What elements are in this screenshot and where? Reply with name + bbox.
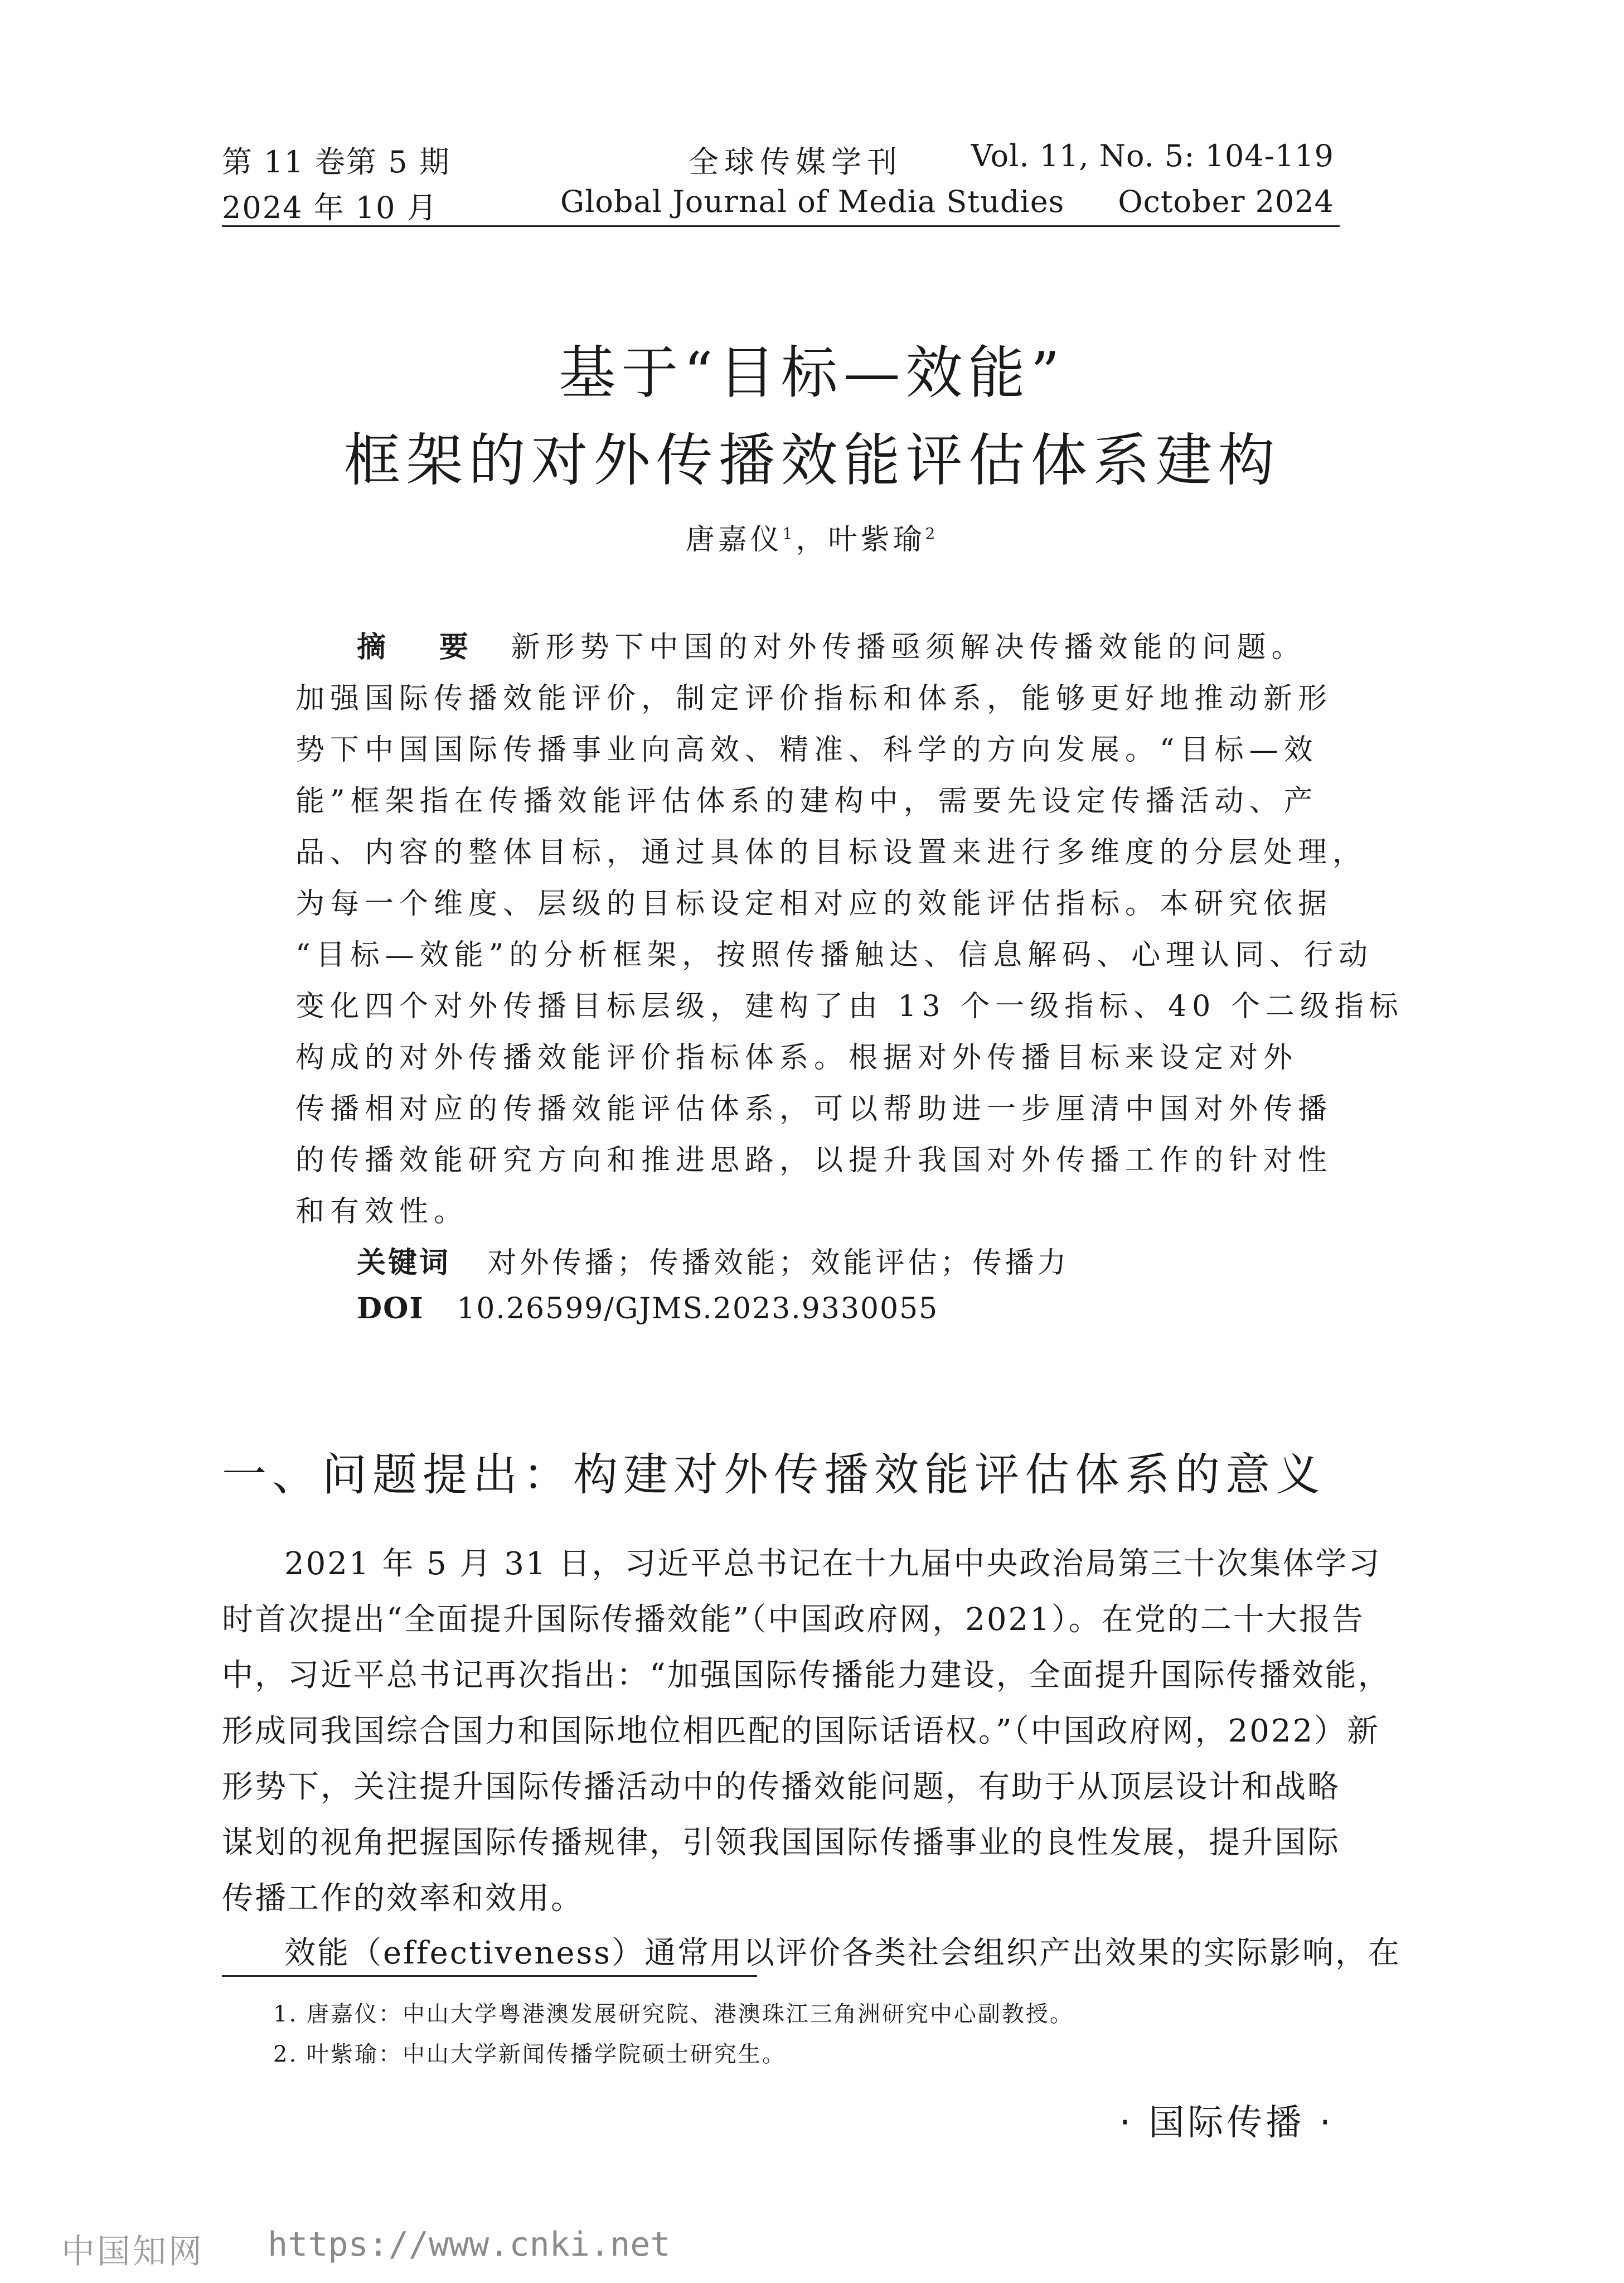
doi (357, 1292, 938, 1326)
author-name: 叶紫瑜 (828, 523, 925, 557)
body-text: 效能（effectiveness）通常用以评价各类社会组织产出效果的实际影响，在 (284, 1935, 1401, 1971)
abstract-text: 品、内容的整体目标，通过具体的目标设置来进行多维度的分层处理， (295, 836, 1368, 869)
abstract-text: 构成的对外传播效能评价指标体系。根据对外传播目标来设定对外 (295, 1041, 1298, 1075)
keywords-label: 关键词 (357, 1246, 451, 1280)
journal-date-cn: 2024 年 10 月 (222, 190, 438, 225)
journal-name-cn: 全球传媒学刊 (689, 144, 903, 180)
body-text: 形势下，关注提升国际传播活动中的传播效能问题，有助于从顶层设计和战略 (222, 1769, 1340, 1805)
journal-date-en: October 2024 (1118, 184, 1334, 219)
footnote-mark: 1 (782, 524, 796, 543)
header-rule (222, 225, 1340, 227)
doi-label: DOI (357, 1292, 424, 1326)
article-title-line2: 框架的对外传播效能评估体系建构 (343, 428, 1281, 494)
cnki-watermark: 中国知网 (61, 2232, 204, 2271)
article-title-line1: 基于“目标—效能” (559, 340, 1065, 407)
abstract-text: 能”框架指在传播效能评估体系的建构中，需要先设定传播活动、产 (295, 785, 1318, 818)
body-text: 2021 年 5 月 31 日，习近平总书记在十九届中央政治局第三十次集体学习 (284, 1546, 1381, 1582)
abstract-text: 势下中国国际传播事业向高效、精准、科学的方向发展。“目标—效 (295, 733, 1318, 767)
body-text: 传播工作的效率和效用。 (222, 1880, 584, 1917)
footnote-mark: 2 (925, 524, 939, 543)
doi-value: 10.26599/GJMS.2023.9330055 (457, 1292, 939, 1326)
author-separator: ， (796, 523, 828, 557)
footnote-rule (222, 1975, 757, 1977)
section-heading: 一、问题提出：构建对外传播效能评估体系的意义 (222, 1449, 1326, 1501)
author-name: 唐嘉仪 (685, 523, 783, 557)
abstract-text: 为每一个维度、层级的目标设定相对应的效能评估指标。本研究依据 (295, 887, 1333, 921)
abstract-text: 加强国际传播效能评价，制定评价指标和体系，能够更好地推动新形 (295, 682, 1333, 715)
body-text: 形成同我国综合国力和国际地位相匹配的国际话语权。”（中国政府网，2022）新 (222, 1713, 1380, 1749)
journal-name-en: Global Journal of Media Studies (560, 184, 1065, 219)
body-text: 中，习近平总书记再次指出：“加强国际传播能力建设，全面提升国际传播效能， (222, 1657, 1391, 1694)
abstract-text: 和有效性。 (295, 1195, 469, 1228)
footnote: 2. 叶紫瑜：中山大学新闻传播学院硕士研究生。 (273, 2042, 786, 2067)
abstract-first-line (357, 623, 1306, 665)
abstract-text: 传播相对应的传播效能评估体系，可以帮助进一步厘清中国对外传播 (295, 1092, 1333, 1126)
abstract-label: 摘 要 (357, 631, 481, 664)
abstract-text: 变化四个对外传播目标层级，建构了由 13 个一级指标、40 个二级指标 (295, 990, 1404, 1023)
journal-volume-en: Vol. 11, No. 5: 104-119 (971, 138, 1334, 173)
cnki-url[interactable]: https://www.cnki.net (268, 2225, 671, 2264)
abstract-text: 的传播效能研究方向和推进思路，以提升我国对外传播工作的针对性 (295, 1144, 1333, 1177)
author-line (0, 516, 1624, 558)
body-text: 谋划的视角把握国际传播规律，引领我国国际传播事业的良性发展，提升国际 (222, 1825, 1340, 1861)
abstract-text: 新形势下中国的对外传播亟须解决传播效能的问题。 (511, 631, 1306, 664)
body-text: 时首次提出“全面提升国际传播效能”（中国政府网，2021）。在党的二十大报告 (222, 1602, 1365, 1638)
keywords-text: 对外传播；传播效能；效能评估；传播力 (487, 1246, 1070, 1280)
keywords (357, 1239, 1070, 1281)
journal-volume-cn: 第 11 卷第 5 期 (222, 144, 450, 180)
column-tag: · 国际传播 · (1119, 2102, 1334, 2144)
abstract-text: “目标—效能”的分析框架，按照传播触达、信息解码、心理认同、行动 (295, 939, 1374, 972)
footnote: 1. 唐嘉仪：中山大学粤港澳发展研究院、港澳珠江三角洲研究中心副教授。 (273, 2001, 1074, 2027)
